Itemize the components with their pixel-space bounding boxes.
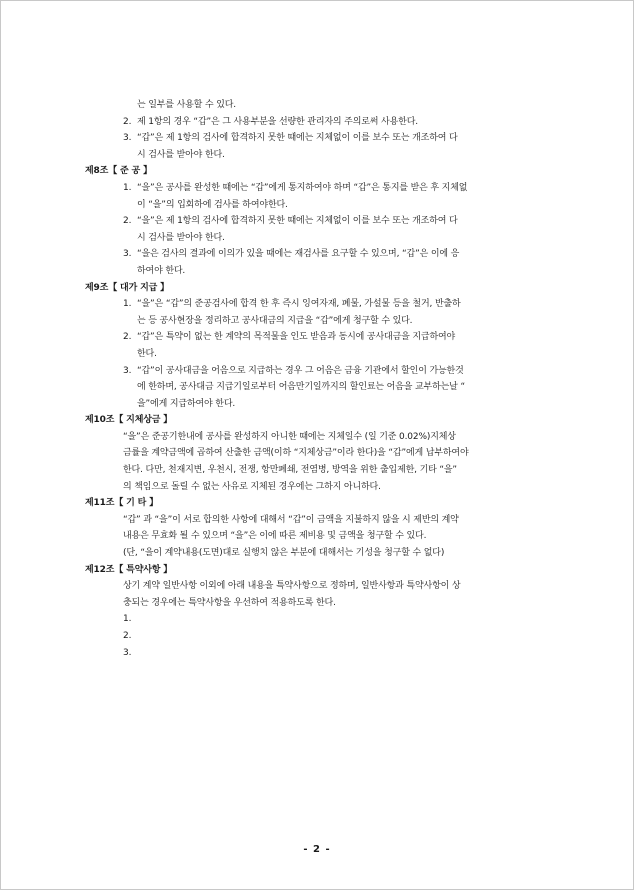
item-number: 1. — [123, 299, 132, 310]
list-item — [85, 246, 561, 263]
item-text: “을은 검사의 결과에 이의가 있을 때에는 재검사를 요구할 수 있으며, “갑”은 이에 응 — [137, 249, 460, 260]
item-text: “을”은 제 1항의 검사에 합격하지 못한 때에는 지체없이 이를 보수 또는 개조하여 다 — [137, 216, 458, 227]
list-item — [85, 296, 561, 313]
item-text-continued: 한다. — [137, 348, 157, 359]
document-body — [85, 97, 561, 661]
continued-text: 는 일부를 사용할 수 있다. — [137, 100, 236, 110]
item-text-continued: 이 “을”의 입회하에 검사를 하여야한다. — [137, 199, 288, 210]
special-term-number: 1. — [123, 614, 132, 625]
list-item — [85, 213, 561, 230]
item-number: 3. — [123, 365, 132, 376]
special-term-number: 2. — [123, 631, 132, 641]
item-text-continued: 시 검사를 받아야 한다. — [137, 149, 225, 160]
item-text: “갑”은 특약이 없는 한 계약의 목적물을 인도 받음과 동시에 공사대금을 지급하여야 — [137, 332, 456, 343]
paragraph-line: 내용은 무효화 될 수 있으며 “을”은 이에 따른 제비용 및 금액을 청구할 수 있다. — [123, 531, 427, 542]
paragraph-line: 의 책임으로 돌릴 수 없는 사유로 지체된 경우에는 그하지 아니하다. — [123, 481, 381, 492]
item-text: “갑”이 공사대금을 어음으로 지급하는 경우 그 어음은 금융 기관에서 할인이 가능한것 — [137, 365, 464, 376]
paragraph-line: 충되는 경우에는 특약사항을 우선하여 적용하도록 한다. — [123, 597, 336, 608]
item-number: 2. — [123, 116, 132, 127]
item-text-continued: 하여야 한다. — [137, 265, 186, 276]
paragraph-line: “갑” 과 “을”이 서로 합의한 사항에 대해서 “갑”이 금액을 지불하지 않을 시 제반의 계약 — [123, 514, 459, 525]
item-number: 3. — [123, 249, 132, 260]
paragraph-line: (단, “을이 계약내용(도면)대로 실행치 않은 부분에 대해서는 기성을 청구할 수 없다) — [123, 548, 445, 559]
item-text: “갑”은 제 1항의 검사에 합격하지 못한 때에는 지체없이 이를 보수 또는 개조하여 다 — [137, 133, 458, 144]
item-text-continued: 에 한하며, 공사대금 지급기일로부터 어음만기일까지의 할인료는 어음을 교부하는날 “ — [137, 382, 465, 393]
item-text-continued: 시 검사를 받아야 한다. — [137, 232, 225, 243]
paragraph-line: 금률을 계약금액에 곱하여 산출한 금액(이하 “지체상금”이라 한다)을 “갑”에게 납부하여야 — [123, 448, 469, 459]
item-text: 제 1항의 경우 “갑”은 그 사용부분을 선량한 관리자의 주의로써 사용한다. — [137, 116, 418, 127]
article-9-heading: 제9조【 대가 지급 】 — [85, 282, 170, 293]
paragraph-line: 상기 계약 일반사항 이외에 아래 내용을 특약사항으로 정하며, 일반사항과 특약사항이 상 — [123, 581, 461, 592]
item-text: “을”은 공사를 완성한 때에는 “갑”에게 통지하여야 하며 “갑”은 통지를 받은 후 지체없 — [137, 182, 468, 193]
list-item — [85, 180, 561, 197]
item-number: 2. — [123, 216, 132, 227]
list-item — [85, 130, 561, 147]
item-number: 3. — [123, 133, 132, 144]
article-12-heading: 제12조【 특약사항 】 — [85, 564, 173, 575]
article-8-heading: 제8조【 준 공 】 — [85, 166, 152, 177]
article-10-heading: 제10조【 지체상금 】 — [85, 415, 173, 426]
item-number: 1. — [123, 182, 132, 193]
list-item — [85, 363, 561, 380]
list-item — [85, 329, 561, 346]
paragraph-line: 한다. 다만, 천재지변, 우천시, 전쟁, 항만폐쇄, 전염병, 방역을 위한 출입제한, 기타 “을” — [123, 465, 457, 476]
special-term-number: 3. — [123, 647, 132, 658]
item-text: “을”은 “갑”의 준공검사에 합격 한 후 즉시 잉여자재, 폐물, 가설물 등을 철거, 반출하 — [137, 299, 461, 310]
article-11-heading: 제11조【 기 타 】 — [85, 498, 159, 509]
item-text-continued: 을”에게 지급하여야 한다. — [137, 398, 236, 409]
paragraph-line: “을”은 준공기한내에 공사를 완성하지 아니한 때에는 지체일수 (일 기준 0.02%)지체상 — [123, 431, 456, 442]
item-text-continued: 는 등 공사현장을 정리하고 공사대금의 지급을 “갑”에게 청구할 수 있다. — [137, 315, 413, 326]
item-number: 2. — [123, 332, 132, 343]
page-number: - 2 - — [303, 844, 331, 855]
list-item — [85, 114, 561, 131]
